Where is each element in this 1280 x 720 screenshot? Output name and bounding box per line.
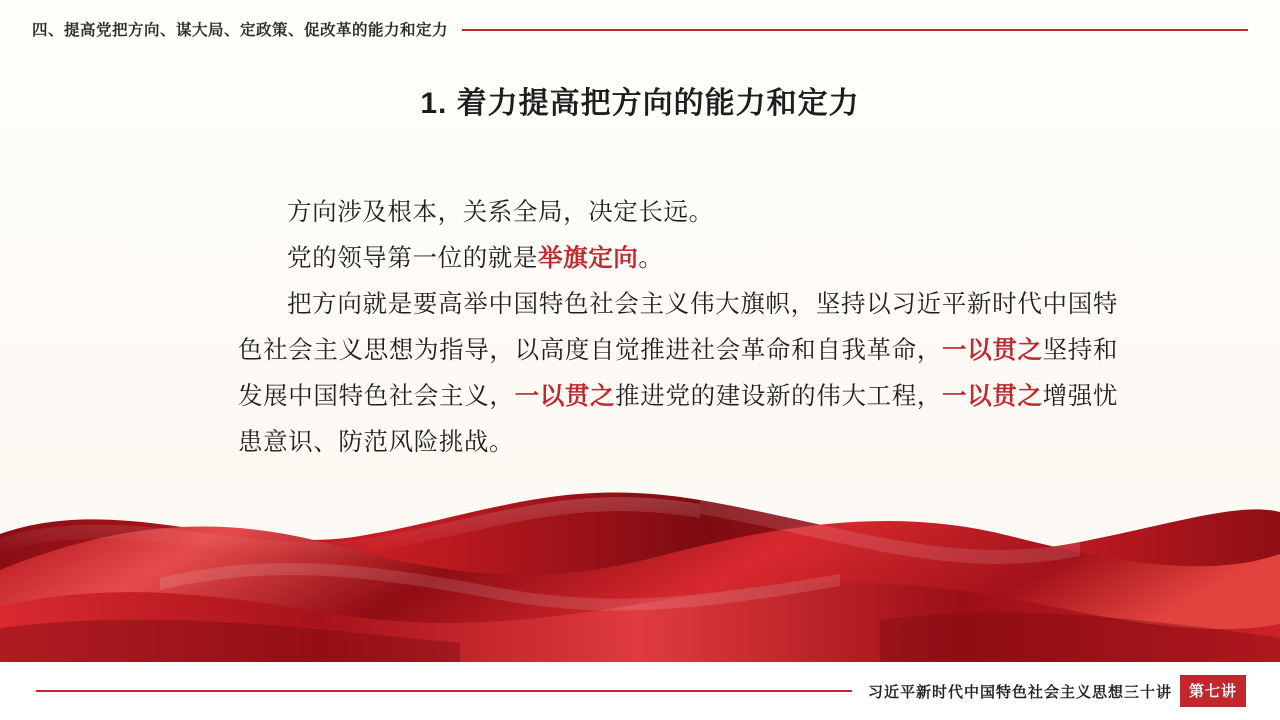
emphasis-text: 举旗定向 (538, 245, 639, 272)
paragraph-text: 推进党的建设新的伟大工程， (615, 383, 943, 410)
paragraph (238, 236, 1118, 282)
section-title: 四、提高党把方向、谋大局、定政策、促改革的能力和定力 (32, 22, 449, 39)
footer-divider (36, 690, 852, 692)
paragraph (238, 282, 1118, 466)
emphasis-text: 一以贯之 (942, 337, 1043, 364)
paragraph-text: 党的领导第一位的就是 (287, 245, 538, 272)
paragraph-text: 方向涉及根本，关系全局，决定长远。 (287, 199, 714, 226)
paragraph (238, 190, 1118, 236)
header-divider (462, 29, 1248, 31)
paragraph-text: 坚持和发展中国特色社会主义， (238, 337, 1118, 410)
slide-header (32, 14, 1248, 44)
emphasis-text: 一以贯之 (942, 383, 1043, 410)
emphasis-text: 一以贯之 (514, 383, 616, 410)
page-title: 1. 着力提高把方向的能力和定力 (420, 87, 860, 120)
paragraph-text: 把方向就是要高举中国特色社会主义伟大旗帜，坚持以习近平新时代中国特色社会主义思想为指导，以高度自觉推进社会革命和自我革命， (238, 291, 1118, 364)
paragraph-text: 。 (638, 245, 664, 272)
slide-footer (0, 662, 1280, 720)
footer-book-title: 习近平新时代中国特色社会主义思想三十讲 (867, 683, 1172, 701)
body-text (238, 190, 1118, 466)
footer-lecture-badge: 第七讲 (1180, 675, 1246, 707)
paragraph-text: 增强忧患意识、防范风险挑战。 (238, 383, 1118, 456)
red-ribbon-decoration (0, 438, 1280, 668)
